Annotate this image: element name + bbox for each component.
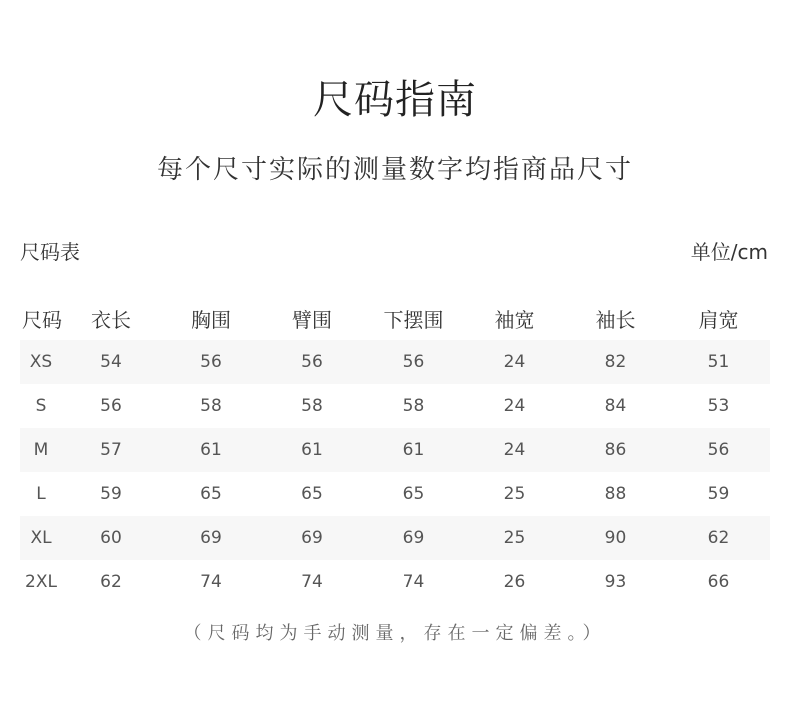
table-cell: 93 [604, 572, 627, 592]
table-cell: 84 [604, 396, 627, 416]
column-header-sleeve-width: 袖宽 [494, 307, 535, 332]
table-cell: 56 [262, 340, 362, 384]
measurement-note: （尺码均为手动测量，存在一定偏差。） [183, 623, 607, 644]
table-cell: 69 [362, 516, 465, 560]
table-cell: 65 [301, 484, 323, 504]
page-subtitle: 每个尺寸实际的测量数字均指商品尺寸 [156, 155, 633, 185]
table-cell: 25 [465, 516, 564, 560]
table-cell: 54 [62, 340, 160, 384]
table-cell: 24 [465, 428, 564, 472]
size-table-label: 尺码表 [20, 240, 80, 264]
table-cell: 74 [200, 572, 222, 592]
table-cell: 24 [503, 396, 526, 416]
table-cell: 82 [564, 340, 667, 384]
table-cell: 62 [667, 516, 770, 560]
column-header-shoulder: 肩宽 [698, 307, 739, 332]
table-cell: 61 [262, 428, 362, 472]
column-header-sleeve-length: 袖长 [595, 307, 636, 332]
table-cell: 59 [707, 484, 730, 504]
unit-label: 单位/cm [690, 240, 768, 264]
table-cell: 58 [402, 396, 425, 416]
table-row [20, 428, 770, 472]
table-cell: 65 [200, 484, 222, 504]
table-row [20, 560, 770, 604]
table-cell: 74 [301, 572, 323, 592]
table-cell: 25 [503, 484, 526, 504]
table-cell: 65 [402, 484, 425, 504]
column-header-chest: 胸围 [191, 307, 231, 332]
table-cell: 58 [200, 396, 222, 416]
column-header-size: 尺码 [22, 307, 62, 332]
table-cell: 90 [564, 516, 667, 560]
table-cell: 88 [604, 484, 627, 504]
table-cell: 53 [707, 396, 730, 416]
table-cell: 2XL [25, 572, 57, 592]
table-cell: 56 [160, 340, 262, 384]
table-cell: 58 [301, 396, 323, 416]
table-cell: 51 [667, 340, 770, 384]
table-header-row [20, 296, 770, 340]
table-cell: 61 [362, 428, 465, 472]
table-row [20, 516, 770, 560]
table-row [20, 384, 770, 428]
table-cell: M [20, 428, 62, 472]
column-header-arm: 臂围 [292, 307, 332, 332]
table-cell: XS [20, 340, 62, 384]
table-cell: S [35, 396, 47, 416]
table-cell: 66 [707, 572, 730, 592]
table-cell: 74 [402, 572, 425, 592]
table-cell: 56 [362, 340, 465, 384]
table-cell: 56 [100, 396, 122, 416]
page-title: 尺码指南 [313, 77, 477, 123]
table-row [20, 472, 770, 516]
table-cell: 57 [62, 428, 160, 472]
table-cell: 69 [262, 516, 362, 560]
table-cell: 86 [564, 428, 667, 472]
table-cell: 59 [100, 484, 122, 504]
table-cell: 69 [160, 516, 262, 560]
column-header-hem: 下摆围 [383, 307, 444, 332]
table-cell: 24 [465, 340, 564, 384]
table-cell: 56 [667, 428, 770, 472]
size-table [20, 296, 770, 604]
table-cell: 60 [62, 516, 160, 560]
column-header-length: 衣长 [91, 307, 131, 332]
table-cell: 62 [100, 572, 122, 592]
table-cell: 26 [503, 572, 526, 592]
table-cell: XL [20, 516, 62, 560]
table-cell: 61 [160, 428, 262, 472]
table-row [20, 340, 770, 384]
table-cell: L [36, 484, 46, 504]
